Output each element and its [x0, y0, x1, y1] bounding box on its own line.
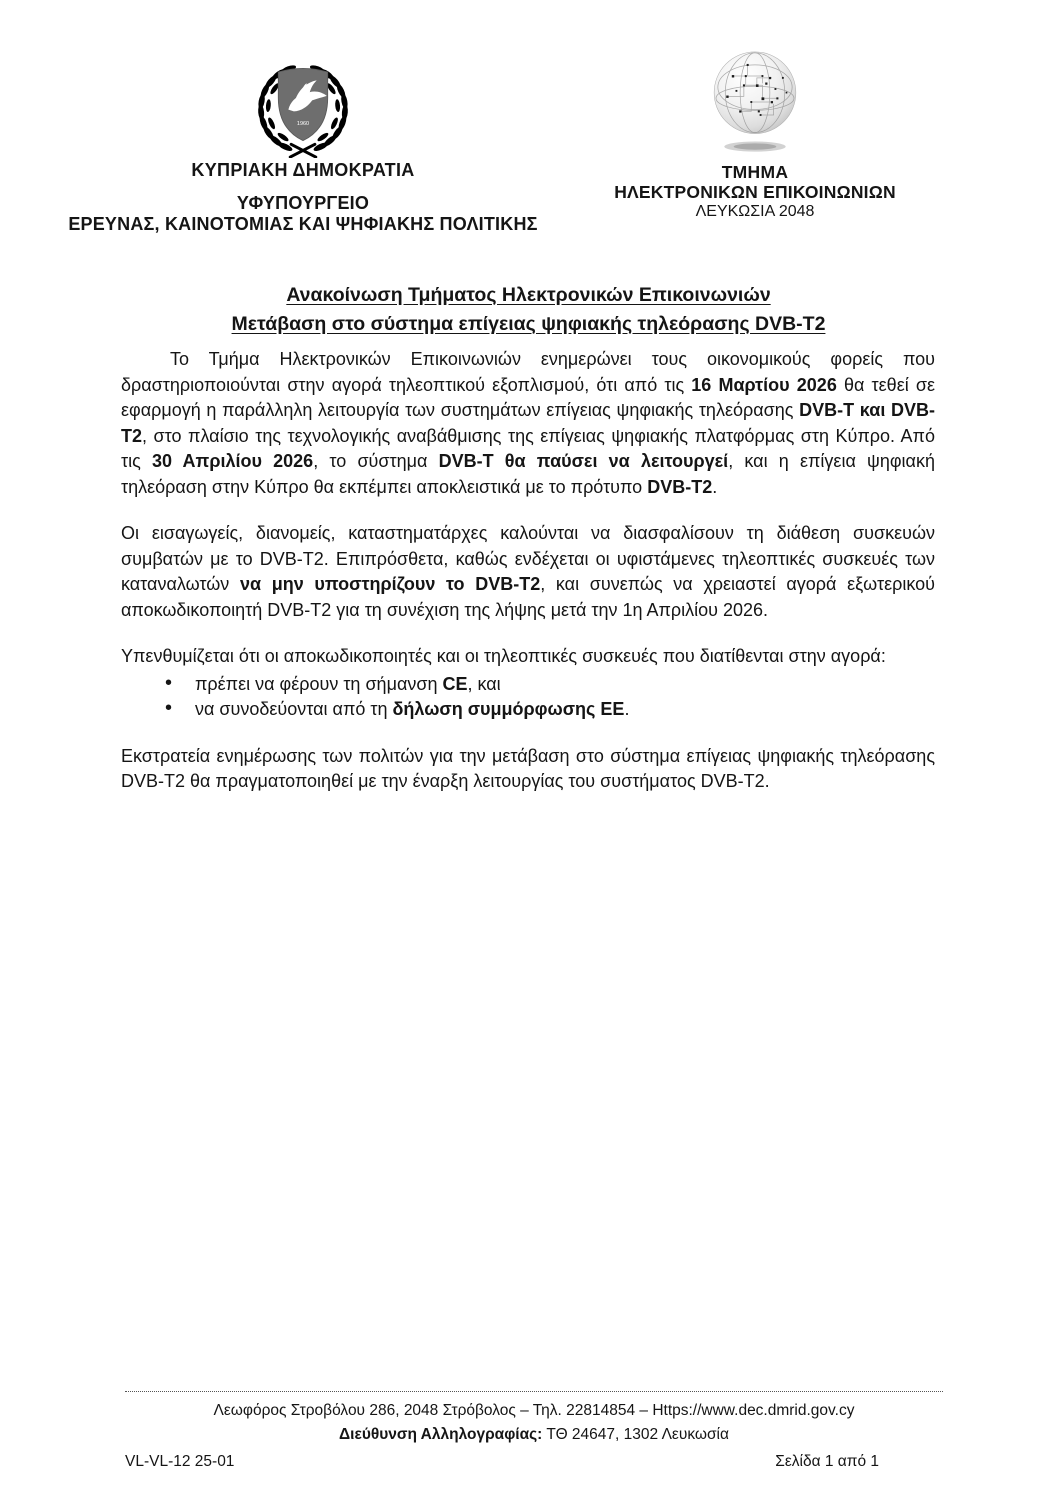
- paragraph-reminder-intro: Υπενθυμίζεται ότι οι αποκωδικοποιητές και οι τηλεοπτικές συσκευές που διατίθενται στην αγορά:: [121, 646, 886, 666]
- document-code: VL-VL-12 25-01: [125, 1453, 235, 1470]
- paragraph-transition-dates: Το Τμήμα Ηλεκτρονικών Επικοινωνιών ενημερώνει τους οικονομικούς φορείς που δραστηριοποιούνται στην αγορά τηλεοπτικού εξοπλισμού, ότι από τις 16 Μαρτίου 2026 θα τεθεί σε εφαρμογή η παράλληλη λειτουργία των συστημάτων επίγειας ψηφιακής τηλεόρασης DVB-T και DVB-T2, στο πλαίσιο της τεχνολογικής αναβάθμισης της επίγειας ψηφιακής πλατφόρμας στη Κύπρο. Από τις 30 Απριλίου 2026, το σύστημα DVB-T θα παύσει να λειτουργεί, και η επίγεια ψηφιακή τηλεόραση στην Κύπρο θα εκπέμπει αποκλειστικά με το πρότυπο DVB-T2.: [121, 349, 936, 497]
- announcement-title: [121, 281, 936, 339]
- footer-bottom-row: [125, 1450, 943, 1474]
- globe-network-icon: [701, 50, 809, 154]
- announcement-title-line2: Μετάβαση στο σύστημα επίγειας ψηφιακής τηλεόρασης DVB-T2: [231, 313, 826, 335]
- ministry-name-line: ΕΡΕΥΝΑΣ, ΚΑΙΝΟΤΟΜΙΑΣ ΚΑΙ ΨΗΦΙΑΚΗΣ ΠΟΛΙΤΙΚΗΣ: [68, 214, 538, 234]
- footer-address-line: Λεωφόρος Στροβόλου 286, 2048 Στρόβολος – Τηλ. 22814854 – Https://www.dec.dmrid.gov.cy: [213, 1402, 855, 1419]
- paragraph-campaign: Εκστρατεία ενημέρωσης των πολιτών για την μετάβαση στο σύστημα επίγειας ψηφιακής τηλεόρασης DVB-T2 θα πραγματοποιηθεί με την έναρξη λειτουργίας του συστήματος DVB-T2.: [121, 745, 935, 791]
- department-line2: ΗΛΕΚΤΡΟΝΙΚΩΝ ΕΠΙΚΟΙΝΩΝΙΩΝ: [614, 182, 896, 202]
- page-number: Σελίδα 1 από 1: [775, 1453, 879, 1470]
- document-body: [121, 347, 935, 795]
- announcement-title-line1: Ανακοίνωση Τμήματος Ηλεκτρονικών Επικοινωνιών: [286, 284, 771, 306]
- deputy-ministry-line: ΥΦΥΠΟΥΡΓΕΙΟ: [236, 193, 370, 213]
- page-footer: [125, 1391, 943, 1474]
- header-right-block: [555, 50, 955, 222]
- list-item-ce-marking: • πρέπει να φέρουν τη σήμανση CE, και: [195, 672, 935, 698]
- department-line1: ΤΜΗΜΑ: [721, 162, 789, 182]
- list-item-eu-declaration: • να συνοδεύονται από τη δήλωση συμμόρφωσης ΕΕ.: [195, 697, 935, 723]
- cyprus-coat-of-arms-icon: [247, 52, 359, 158]
- requirements-list: [121, 672, 935, 723]
- header-left-block: [68, 52, 538, 235]
- department-city-line: ΛΕΥΚΩΣΙΑ 2048: [695, 203, 815, 220]
- paragraph-importers-notice: Οι εισαγωγείς, διανομείς, καταστηματάρχες καλούνται να διασφαλίσουν τη διάθεση συσκευών συμβατών με το DVB-T2. Επιπρόσθετα, καθώς ενδέχεται οι υφιστάμενες τηλεοπτικές συσκευές των καταναλωτών να μην υποστηρίζουν το DVB-T2, και συνεπώς να χρειαστεί αγορά εξωτερικού αποκωδικοποιητή DVB-T2 για τη συνέχιση της λήψης μετά την 1η Απριλίου 2026.: [121, 523, 935, 620]
- republic-title: ΚΥΠΡΙΑΚΗ ΔΗΜΟΚΡΑΤΙΑ: [191, 160, 415, 180]
- footer-mail-line: Διεύθυνση Αλληλογραφίας: ΤΘ 24647, 1302 Λευκωσία: [339, 1426, 729, 1443]
- emblem-year-label: 1960: [296, 121, 310, 128]
